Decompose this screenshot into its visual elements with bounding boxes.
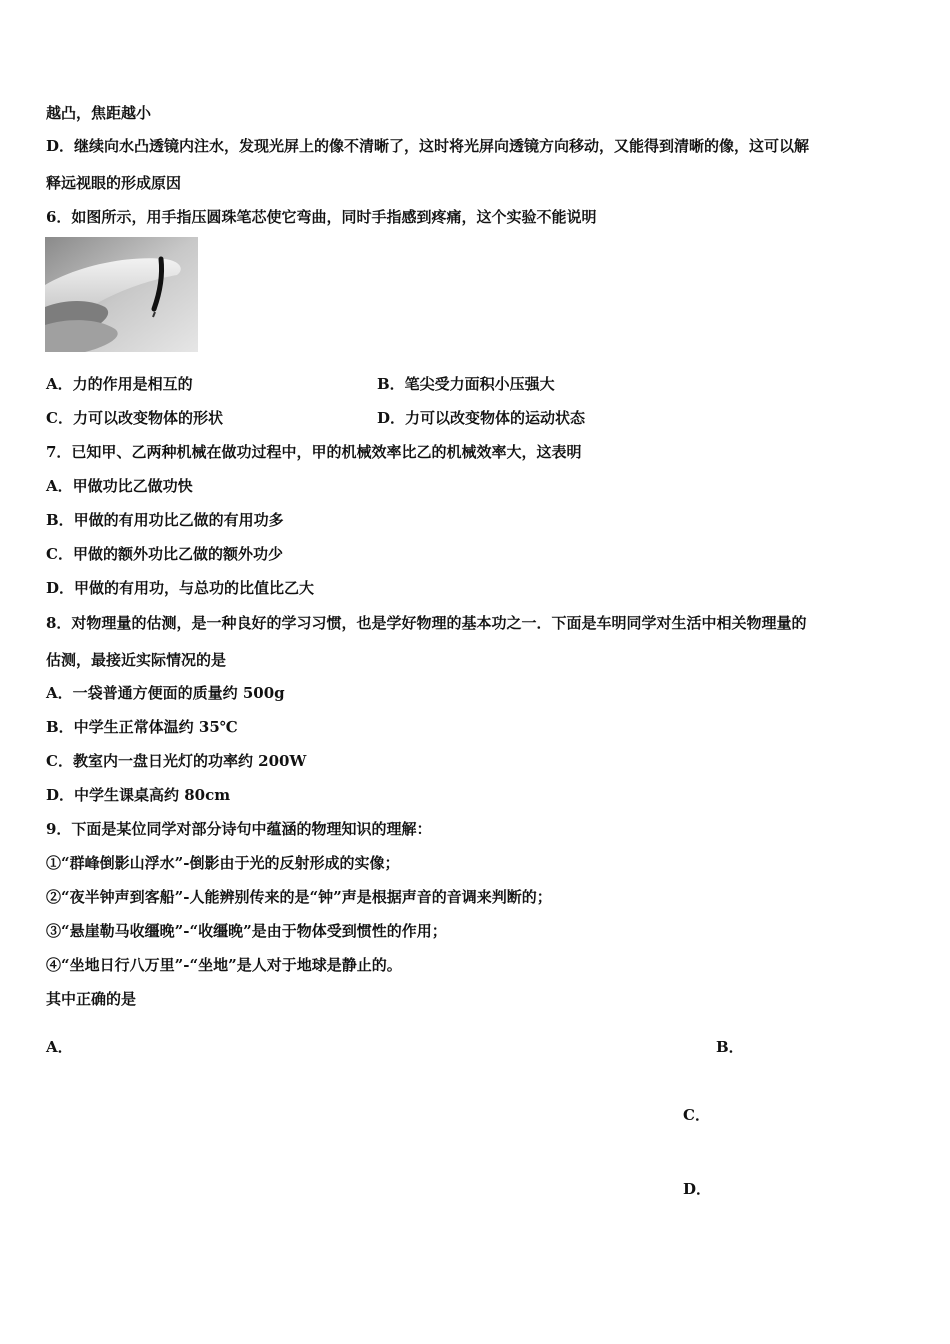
q9-option-d[interactable]: D． bbox=[683, 1180, 712, 1198]
q9-option-b[interactable]: B． bbox=[716, 1038, 744, 1056]
q9-item-1: ①“群峰倒影山浮水”-倒影由于光的反射形成的实像； bbox=[46, 854, 400, 872]
finger-pressing-pen-refill-photo-icon bbox=[45, 237, 198, 352]
q9-prompt: 其中正确的是 bbox=[46, 990, 137, 1008]
q9-option-a[interactable]: A． bbox=[46, 1038, 73, 1056]
q5-text-line: 越凸，焦距越小 bbox=[46, 104, 152, 122]
q6-option-d[interactable]: D．力可以改变物体的运动状态 bbox=[377, 409, 586, 427]
q7-option-a[interactable]: A．甲做功比乙做功快 bbox=[46, 477, 193, 495]
q7-option-d[interactable]: D．甲做的有用功，与总功的比值比乙大 bbox=[46, 579, 315, 597]
q8-option-a[interactable]: A．一袋普通方便面的质量约 500g bbox=[46, 684, 285, 702]
q5-option-d-line1: D．继续向水凸透镜内注水，发现光屏上的像不清晰了，这时将光屏向透镜方向移动，又能得到清晰的像，这可以解 bbox=[46, 137, 810, 155]
q7-stem: 7．已知甲、乙两种机械在做功过程中，甲的机械效率比乙的机械效率大，这表明 bbox=[46, 443, 582, 461]
q8-stem-line2: 估测，最接近实际情况的是 bbox=[46, 651, 227, 669]
q9-item-4: ④“坐地日行八万里”-“坐地”是人对于地球是静止的。 bbox=[46, 956, 402, 974]
q6-option-c[interactable]: C．力可以改变物体的形状 bbox=[46, 409, 223, 427]
q6-stem: 6．如图所示，用手指压圆珠笔芯使它弯曲，同时手指感到疼痛，这个实验不能说明 bbox=[46, 208, 597, 226]
q7-option-b[interactable]: B．甲做的有用功比乙做的有用功多 bbox=[46, 511, 284, 529]
q9-option-c[interactable]: C． bbox=[683, 1106, 710, 1124]
q8-option-c[interactable]: C．教室内一盘日光灯的功率约 200W bbox=[46, 752, 307, 770]
q5-option-d-line2: 释远视眼的形成原因 bbox=[46, 174, 182, 192]
q8-stem-line1: 8．对物理量的估测，是一种良好的学习习惯，也是学好物理的基本功之一．下面是车明同学对生活中相关物理量的 bbox=[46, 614, 807, 632]
q6-option-a[interactable]: A．力的作用是相互的 bbox=[46, 375, 193, 393]
q9-item-3: ③“悬崖勒马收缰晚”-“收缰晚”是由于物体受到惯性的作用； bbox=[46, 922, 447, 940]
q6-option-b[interactable]: B．笔尖受力面积小压强大 bbox=[377, 375, 555, 393]
q7-option-c[interactable]: C．甲做的额外功比乙做的额外功少 bbox=[46, 545, 283, 563]
q9-item-2: ②“夜半钟声到客船”-人能辨别传来的是“钟”声是根据声音的音调来判断的； bbox=[46, 888, 552, 906]
q8-option-b[interactable]: B．中学生正常体温约 35℃ bbox=[46, 718, 238, 736]
q9-stem: 9．下面是某位同学对部分诗句中蕴涵的物理知识的理解： bbox=[46, 820, 432, 838]
q8-option-d[interactable]: D．中学生课桌高约 80cm bbox=[46, 786, 231, 804]
